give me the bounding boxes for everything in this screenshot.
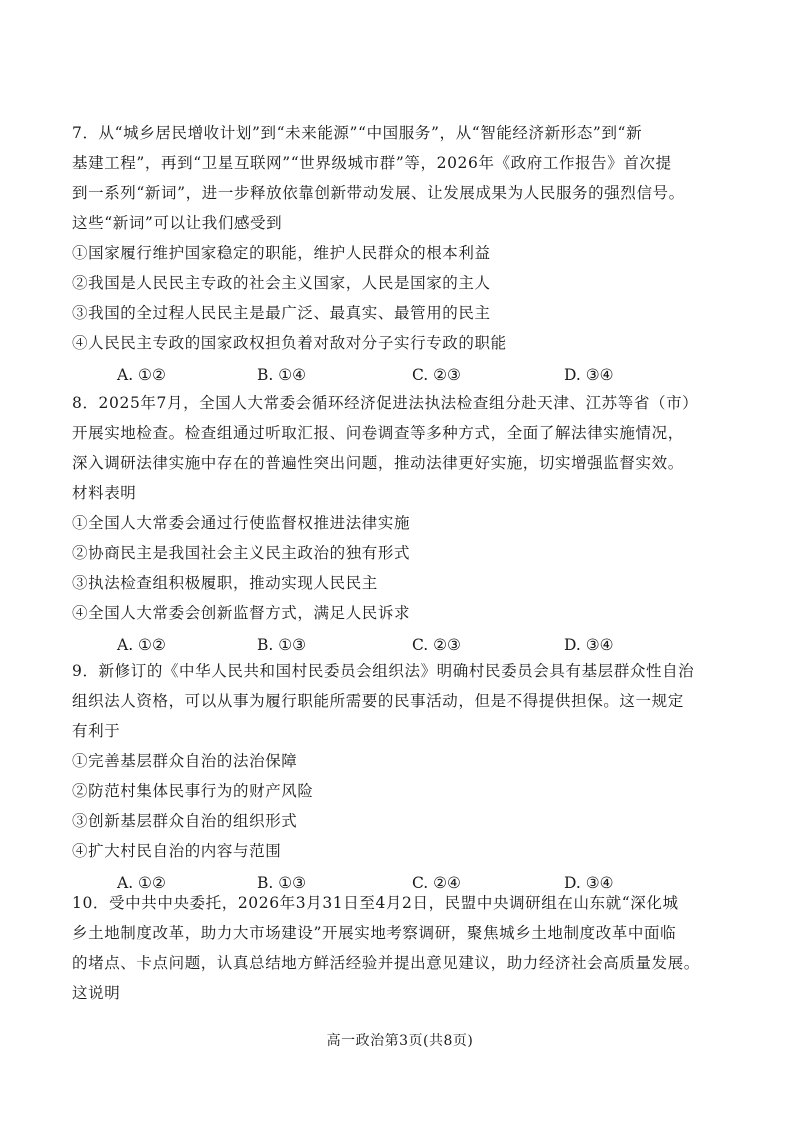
- page-footer: 高一政治第3页(共8页): [326, 1033, 474, 1049]
- question-7: [72, 118, 732, 392]
- q8-stem-line: 8．2025年7月，全国人大常委会循环经济促进法执法检查组分赴天津、江苏等省（市）: [72, 394, 699, 412]
- q9-stem-line: 组织法人资格，可以从事为履行职能所需要的民事活动，但是不得提供担保。这一规定: [72, 692, 684, 710]
- q7-stem-line: 到一系列“新词”，进一步释放依靠创新带动发展、让发展成果为人民服务的强烈信号。: [72, 184, 685, 202]
- q7-choices: [72, 358, 732, 392]
- q9-stem-line: 有利于: [72, 722, 121, 740]
- q8-stem-line: 材料表明: [72, 484, 137, 502]
- q9-choice-c: C. ②④: [412, 874, 461, 892]
- q10-stem-line: 这说明: [72, 984, 121, 1002]
- q9-stem-line: 9．新修订的《中华人民共和国村民委员会组织法》明确村民委员会具有基层群众性自治: [72, 662, 695, 680]
- q7-choice-b: B. ①④: [257, 366, 307, 384]
- q8-option-2: ②协商民主是我国社会主义民主政治的独有形式: [72, 544, 411, 562]
- q8-option-3: ③执法检查组积极履职，推动实现人民民主: [72, 574, 378, 592]
- q9-choice-b: B. ①③: [257, 874, 307, 892]
- q8-option-4: ④全国人大常委会创新监督方式，满足人民诉求: [72, 604, 411, 622]
- q9-option-3: ③创新基层群众自治的组织形式: [72, 812, 298, 830]
- q10-stem-line: 的堵点、卡点问题，认真总结地方鲜活经验并提出意见建议，助力经济社会高质量发展。: [72, 954, 700, 972]
- q10-stem-line: 乡土地制度改革，助力大市场建设”开展实地考察调研，聚焦城乡土地制度改革中面临: [72, 924, 677, 942]
- question-10: [72, 888, 732, 1008]
- q7-choice-c: C. ②③: [412, 366, 461, 384]
- q7-choice-a: A. ①②: [117, 366, 166, 384]
- q8-choice-d: D. ③④: [564, 636, 614, 654]
- q7-stem-line: 7．从“城乡居民增收计划”到“未来能源”“中国服务”，从“智能经济新形态”到“新: [72, 124, 643, 142]
- question-8: [72, 388, 732, 662]
- q8-choice-a: A. ①②: [117, 636, 166, 654]
- q7-option-2: ②我国是人民民主专政的社会主义国家，人民是国家的主人: [72, 274, 491, 292]
- q8-choice-b: B. ①③: [257, 636, 307, 654]
- q7-option-4: ④人民民主专政的国家政权担负着对敌对分子实行专政的职能: [72, 334, 507, 352]
- q10-stem-line: 10．受中共中央委托，2026年3月31日至4月2日，民盟中央调研组在山东就“深化城: [72, 894, 679, 912]
- q7-stem-line: 基建工程”，再到“卫星互联网”“世界级城市群”等，2026年《政府工作报告》首次提: [72, 154, 672, 172]
- q7-choice-d: D. ③④: [564, 366, 614, 384]
- q8-stem-line: 深入调研法律实施中存在的普遍性突出问题，推动法律更好实施，切实增强监督实效。: [72, 454, 684, 472]
- q9-option-1: ①完善基层群众自治的法治保障: [72, 752, 298, 770]
- q9-option-4: ④扩大村民自治的内容与范围: [72, 842, 282, 860]
- q7-stem-line: 这些“新词”可以让我们感受到: [72, 214, 283, 232]
- q9-option-2: ②防范村集体民事行为的财产风险: [72, 782, 314, 800]
- q9-choice-a: A. ①②: [117, 874, 166, 892]
- q8-choice-c: C. ②③: [412, 636, 461, 654]
- q8-option-1: ①全国人大常委会通过行使监督权推进法律实施: [72, 514, 411, 532]
- q7-option-3: ③我国的全过程人民民主是最广泛、最真实、最管用的民主: [72, 304, 491, 322]
- q8-stem-line: 开展实地检查。检查组通过听取汇报、问卷调查等多种方式，全面了解法律实施情况，: [72, 424, 684, 442]
- q9-choice-d: D. ③④: [564, 874, 614, 892]
- question-9: [72, 656, 732, 900]
- q7-option-1: ①国家履行维护国家稳定的职能，维护人民群众的根本利益: [72, 244, 491, 262]
